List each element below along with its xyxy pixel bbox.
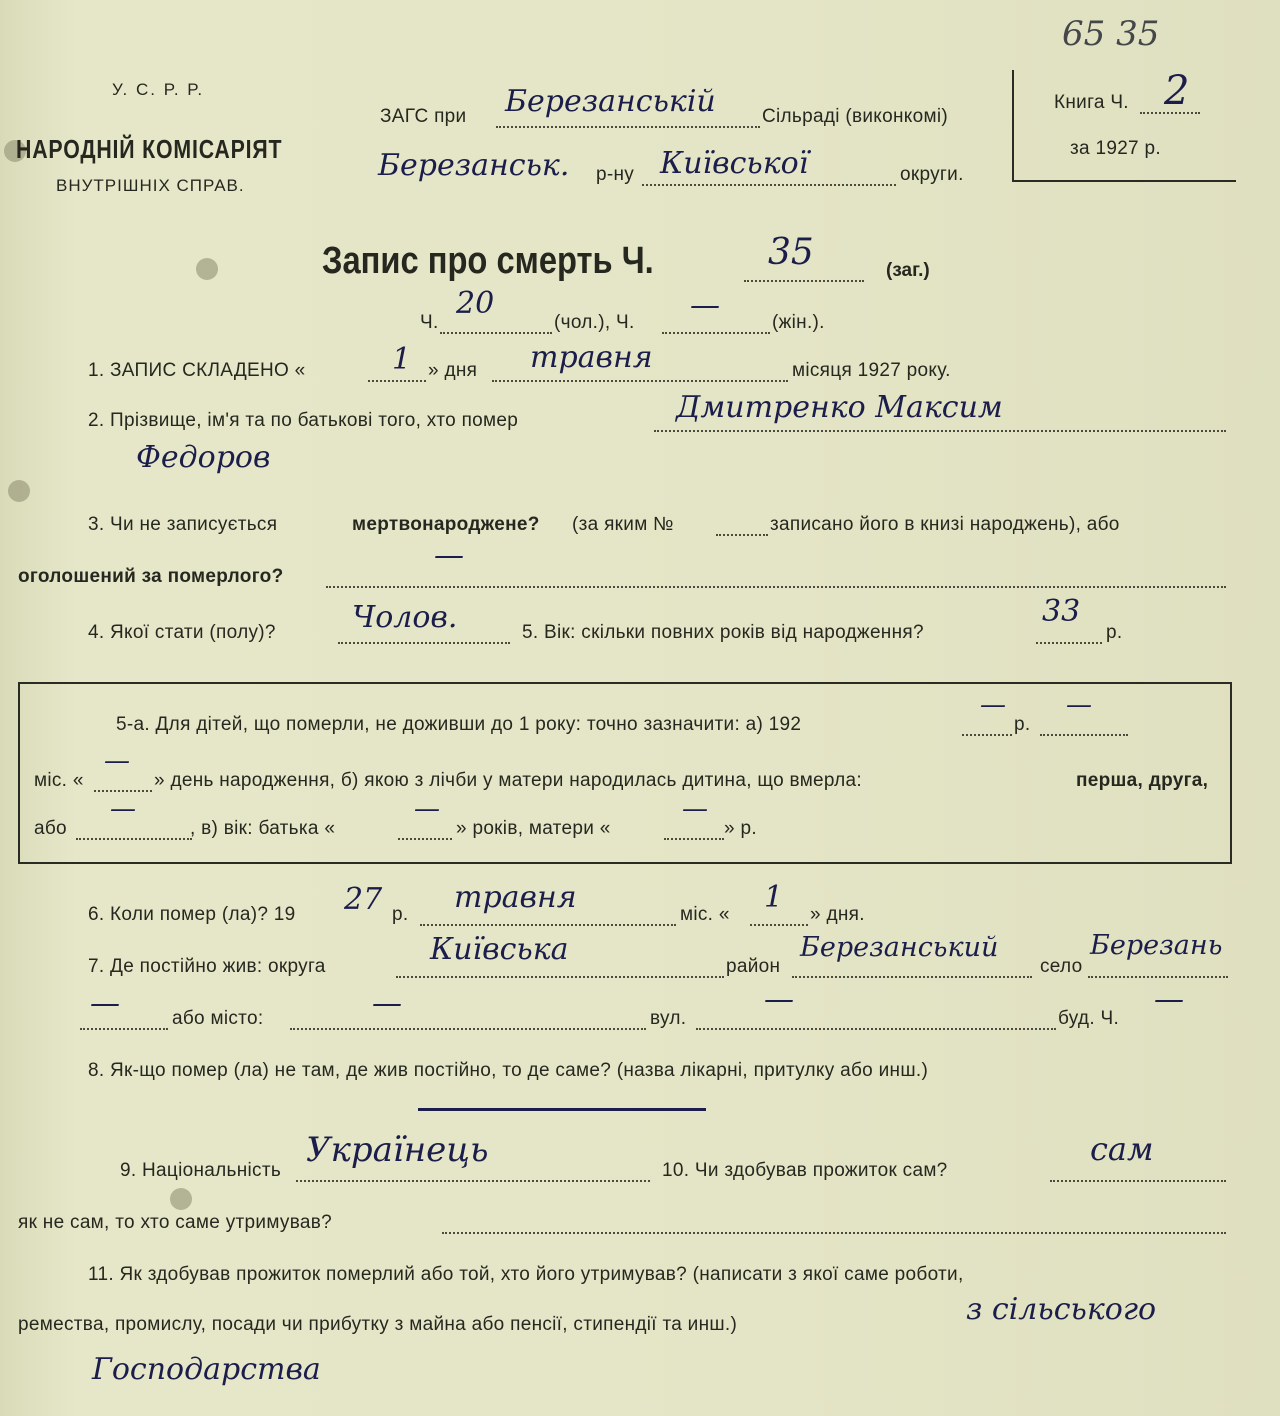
death-year-value: 27 bbox=[344, 882, 383, 917]
total-label: (заг.) bbox=[886, 260, 930, 281]
commissariat-header: НАРОДНІЙ КОМІСАРІЯТ bbox=[16, 134, 283, 164]
field-7-raion-label: район bbox=[726, 956, 781, 977]
chol-label: (чол.), Ч. bbox=[554, 312, 635, 333]
death-place-value-dash bbox=[418, 1108, 706, 1111]
field-5a-birth-order: перша, друга, bbox=[1076, 770, 1209, 791]
silradi-label: Сільраді (виконкомі) bbox=[762, 106, 948, 127]
record-number: 35 bbox=[768, 232, 814, 273]
book-box bbox=[1012, 70, 1236, 182]
record-month: травня bbox=[530, 340, 653, 375]
field-5-end: р. bbox=[1106, 622, 1123, 643]
field-2-label: 2. Прізвище, ім'я та по батькові того, хто помер bbox=[88, 410, 519, 431]
occupation-value-2: Господарства bbox=[92, 1352, 321, 1387]
field-6-label: 6. Коли помер (ла)? 19 bbox=[88, 904, 296, 925]
archive-mark: 65 35 bbox=[1062, 14, 1160, 54]
zhin-label: (жін.). bbox=[772, 312, 825, 333]
field-11-line-2: ремества, промислу, посади чи прибутку з майна або пенсії, стипендії та инш.) bbox=[18, 1314, 738, 1335]
field-6-month-label: міс. « bbox=[680, 904, 730, 925]
residence-extra-value: — bbox=[90, 986, 120, 1021]
sex-value: Чолов. bbox=[352, 600, 458, 635]
okrug-value: Київської bbox=[660, 146, 809, 181]
field-10-line-2: як не сам, то хто саме утримував? bbox=[18, 1212, 333, 1233]
field-3-declared-dead: оголошений за померлого? bbox=[18, 566, 284, 587]
field-1-end: місяця 1927 року. bbox=[792, 360, 951, 381]
district-suffix: р-ну bbox=[596, 164, 635, 185]
field-9-label: 9. Національність bbox=[120, 1160, 282, 1181]
field-7-label: 7. Де постійно жив: округа bbox=[88, 956, 326, 977]
field-7-street-label: вул. bbox=[650, 1008, 687, 1029]
field-5a-line-1: 5-а. Для дітей, що померли, не доживши до 1 року: точно зазначити: а) 192 bbox=[116, 714, 802, 735]
female-count: — bbox=[690, 288, 720, 323]
stillborn-value: — bbox=[434, 538, 464, 573]
binding-hole bbox=[196, 258, 218, 280]
zags-council-value: Березанській bbox=[505, 84, 716, 119]
nationality-value: Українець bbox=[306, 1130, 489, 1170]
field-1-day-label: » дня bbox=[428, 360, 478, 381]
ussr-header: У. С. Р. Р. bbox=[112, 80, 205, 99]
field-1-label: 1. ЗАПИС СКЛАДЕНО « bbox=[88, 360, 306, 381]
death-month-value: травня bbox=[454, 880, 577, 915]
field-5a-line-3-end: » р. bbox=[724, 818, 757, 839]
field-3-register-label: записано його в книзі народжень), або bbox=[770, 514, 1120, 535]
field-6-end: » дня. bbox=[810, 904, 865, 925]
chol-prefix: Ч. bbox=[420, 312, 439, 333]
internal-affairs-header: ВНУТРІШНІХ СПРАВ. bbox=[56, 176, 245, 195]
field-7-house-label: буд. Ч. bbox=[1058, 1008, 1120, 1029]
field-5a-line-2-start: міс. « bbox=[34, 770, 84, 791]
age-value: 33 bbox=[1042, 594, 1081, 629]
okrug-label: округи. bbox=[900, 164, 964, 185]
page-title: Запис про смерть Ч. bbox=[322, 240, 654, 282]
birth-order-value: — bbox=[110, 794, 136, 824]
occupation-value-1: з сільського bbox=[966, 1292, 1157, 1327]
field-11-line-1: 11. Як здобував прожиток померлий або той, хто його утримував? (написати з якої саме роботи, bbox=[88, 1264, 964, 1285]
residence-village-value: Березань bbox=[1090, 930, 1223, 961]
father-age-value: — bbox=[414, 794, 440, 824]
mother-age-value: — bbox=[682, 794, 708, 824]
book-year: за 1927 р. bbox=[1070, 138, 1161, 159]
field-5a-father-age-label: , в) вік: батька « bbox=[190, 818, 336, 839]
binding-hole bbox=[170, 1188, 192, 1210]
field-5a-line-1-end: р. bbox=[1014, 714, 1031, 735]
field-3-label: 3. Чи не записується bbox=[88, 514, 278, 535]
deceased-surname-name: Дмитренко Максим bbox=[676, 390, 1003, 425]
field-8-label: 8. Як-що помер (ла) не там, де жив постійно, то де саме? (назва лікарні, притулку або инш.) bbox=[88, 1060, 929, 1081]
field-6-r: р. bbox=[392, 904, 409, 925]
binding-hole bbox=[8, 480, 30, 502]
self-supporting-value: сам bbox=[1090, 1130, 1154, 1168]
residence-street-value: — bbox=[764, 982, 794, 1017]
field-10-label: 10. Чи здобував прожиток сам? bbox=[662, 1160, 948, 1181]
field-5-label: 5. Вік: скільки повних років від народження? bbox=[522, 622, 924, 643]
district-value: Березанськ. bbox=[378, 148, 570, 183]
residence-city-value: — bbox=[372, 986, 402, 1021]
infant-month-value: — bbox=[1066, 690, 1092, 720]
field-5a-line-3-start: або bbox=[34, 818, 67, 839]
infant-year-value: — bbox=[980, 690, 1006, 720]
residence-raion-value: Березанський bbox=[800, 932, 999, 963]
field-3-stillborn: мертвонароджене? bbox=[352, 514, 540, 535]
field-3-number-label: (за яким № bbox=[572, 514, 674, 535]
death-day-value: 1 bbox=[764, 880, 784, 915]
residence-house-value: — bbox=[1154, 982, 1184, 1017]
zags-label: ЗАГС при bbox=[380, 106, 467, 127]
deceased-patronymic: Федоров bbox=[136, 440, 271, 475]
infant-day-value: — bbox=[104, 746, 130, 776]
book-label: Книга Ч. bbox=[1054, 92, 1129, 113]
field-5a-mother-age-label: » років, матери « bbox=[456, 818, 611, 839]
field-5a-line-2: » день народження, б) якою з лічби у матери народилась дитина, що вмерла: bbox=[154, 770, 862, 791]
field-4-label: 4. Якої стати (полу)? bbox=[88, 622, 276, 643]
residence-okrug-value: Київська bbox=[430, 932, 569, 967]
record-day: 1 bbox=[392, 342, 412, 377]
book-number: 2 bbox=[1164, 68, 1190, 114]
field-7-selo-label: село bbox=[1040, 956, 1083, 977]
field-7-city-label: або місто: bbox=[172, 1008, 264, 1029]
male-count: 20 bbox=[456, 286, 495, 321]
